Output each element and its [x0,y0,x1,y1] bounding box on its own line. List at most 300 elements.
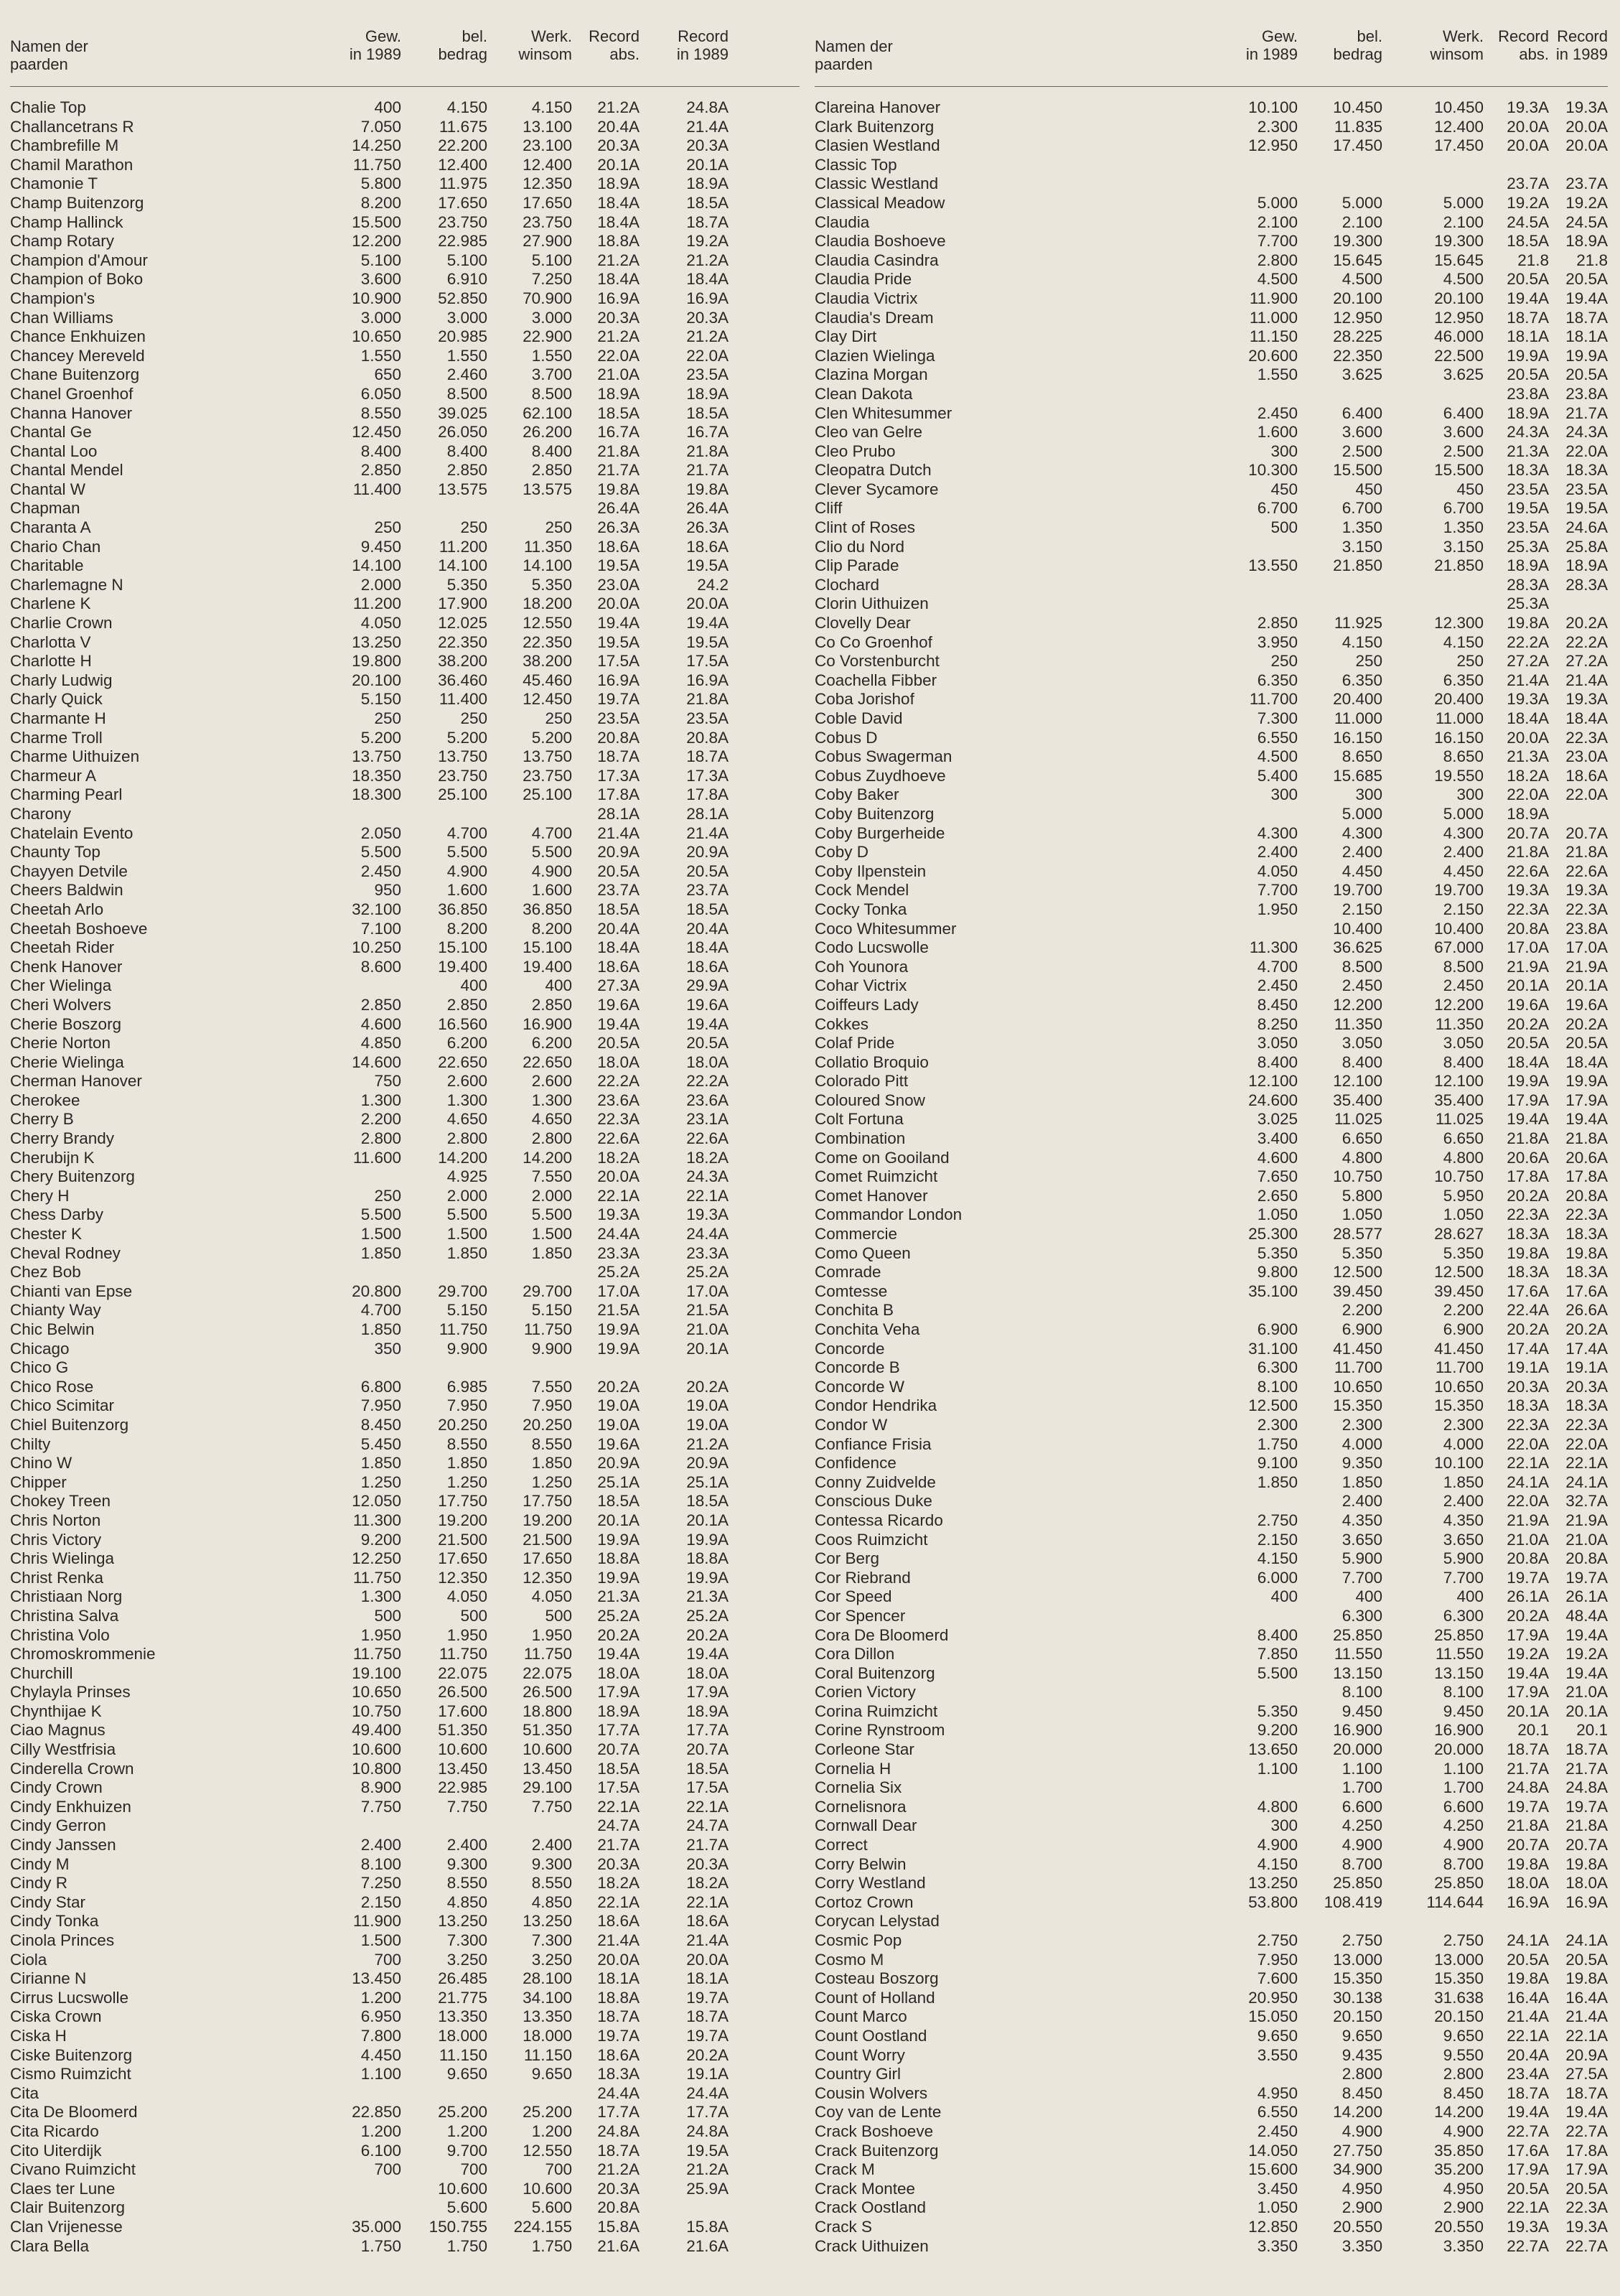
horse-name: Cito Uiterdijk [10,2141,102,2160]
wins-1989: 10.600 [352,1740,401,1759]
earnings: 1.950 [531,1625,572,1644]
table-row [815,2218,1608,2237]
wins-1989: 2.400 [360,1836,401,1854]
amount: 29.700 [438,1282,487,1300]
header-wins-1989: Gew. in 1989 [349,27,401,63]
record-1989: 20.9A [686,1454,729,1473]
horse-name: Cindy Tonka [10,1912,99,1931]
amount: 11.200 [439,537,487,556]
amount: 450 [1355,480,1382,498]
wins-1989: 1.200 [360,1988,401,2007]
record-abs: 20.4A [597,117,640,136]
left-column [10,27,800,2256]
horse-name: Cherry Brandy [10,1129,115,1148]
record-1989: 18.7A [686,2007,729,2026]
table-row [10,1951,800,1970]
record-abs: 18.0A [597,1663,640,1682]
horse-name: Clark Buitenzorg [815,117,935,136]
wins-1989: 11.200 [352,594,401,613]
table-row [10,1263,800,1282]
amount: 30.138 [1333,1988,1382,2007]
record-abs: 19.4A [597,1645,640,1663]
record-1989: 18.0A [686,1663,729,1682]
earnings: 2.000 [531,1186,572,1205]
amount: 51.350 [438,1721,487,1740]
record-abs: 21.4A [597,823,640,842]
record-1989: 16.9A [1565,1893,1608,1911]
earnings: 8.500 [531,384,572,403]
horse-name: Cheri Wolvers [10,995,111,1014]
horse-name: Colaf Pride [815,1034,895,1053]
wins-1989: 6.950 [360,2007,401,2026]
amount: 15.645 [1333,251,1382,269]
record-1989: 48.4A [1565,1606,1608,1625]
earnings: 1.700 [1443,1778,1484,1797]
record-abs: 19.3A [1507,2217,1549,2236]
record-abs: 19.3A [597,1205,640,1224]
record-1989: 21.2A [686,327,729,346]
record-1989: 21.2A [686,1434,729,1453]
amount: 9.350 [1342,1454,1382,1473]
record-1989: 23.1A [686,1110,729,1129]
record-1989: 21.9A [1565,957,1608,976]
horse-name: Christina Volo [10,1625,110,1644]
wins-1989: 400 [374,98,401,116]
horse-name: Chatelain Evento [10,823,134,842]
earnings: 8.550 [531,1874,572,1893]
wins-1989: 1.050 [1257,1205,1298,1224]
record-1989: 21.0A [1565,1530,1608,1549]
earnings: 1.850 [1443,1473,1484,1491]
earnings: 4.300 [1443,823,1484,842]
wins-1989: 31.100 [1248,1339,1298,1358]
wins-1989: 11.400 [352,480,401,498]
table-row [815,1244,1608,1264]
record-abs: 19.3A [1507,98,1549,116]
table-row [10,671,800,691]
record-1989: 27.5A [1565,2065,1608,2083]
table-row [10,1664,800,1684]
earnings: 7.700 [1443,1568,1484,1587]
amount: 22.985 [438,1778,487,1797]
record-1989: 24.4A [686,1225,729,1243]
record-abs: 20.2A [1507,1186,1549,1205]
wins-1989: 11.900 [1249,289,1298,307]
wins-1989: 49.400 [352,1721,401,1740]
table-row [815,920,1608,939]
table-row [10,900,800,920]
record-abs: 28.1A [597,804,640,823]
amount: 4.050 [446,1587,487,1606]
table-row [815,423,1608,442]
table-row [815,2198,1608,2218]
amount: 6.985 [446,1377,487,1396]
amount: 400 [1355,1587,1382,1606]
record-abs: 19.0A [597,1396,640,1415]
wins-1989: 4.150 [1257,1549,1298,1568]
record-1989: 21.4A [686,117,729,136]
amount: 11.700 [1334,1358,1382,1377]
amount: 2.400 [446,1836,487,1854]
table-row [815,1645,1608,1664]
wins-1989: 2.450 [1257,403,1298,422]
header-record-abs: Record abs. [589,27,640,63]
table-row [10,1167,800,1187]
amount: 35.400 [1333,1091,1382,1109]
horse-name: Clio du Nord [815,537,905,556]
wins-1989: 22.850 [352,2103,401,2122]
amount: 7.750 [446,1797,487,1816]
record-abs: 21.0A [1507,1530,1549,1549]
horse-name: Challancetrans R [10,117,134,136]
record-abs: 19.9A [597,1530,640,1549]
table-row [10,920,800,939]
record-1989: 21.8A [686,442,729,460]
record-1989: 16.9A [686,671,729,689]
record-1989: 22.2A [686,1072,729,1091]
horse-name: Clasien Westland [815,136,940,155]
amount: 5.150 [446,1301,487,1320]
horse-name: Cobus Zuydhoeve [815,766,946,785]
record-1989: 25.9A [686,2179,729,2198]
horse-name: Chambrefille M [10,136,119,155]
record-abs: 21.2A [597,251,640,269]
table-row [10,2046,800,2066]
amount: 5.000 [1342,804,1382,823]
record-abs: 20.0A [1507,117,1549,136]
record-abs: 20.7A [1507,1836,1549,1854]
record-abs: 21.7A [597,1836,640,1854]
earnings: 11.350 [1435,1014,1484,1033]
amount: 11.925 [1334,614,1382,633]
earnings: 10.600 [523,1740,572,1759]
table-row [10,194,800,213]
record-abs: 16.9A [597,671,640,689]
record-abs: 28.3A [1507,575,1549,594]
earnings: 26.500 [523,1683,572,1702]
amount: 11.750 [439,1320,487,1338]
amount: 150.755 [429,2217,487,2236]
record-1989: 21.4A [686,823,729,842]
amount: 2.300 [1342,1415,1382,1434]
table-row [10,2198,800,2218]
table-row [10,404,800,424]
table-row [10,785,800,805]
record-abs: 21.7A [1507,1759,1549,1778]
record-abs: 22.6A [1507,862,1549,880]
table-row [815,1358,1608,1378]
table-row [10,518,800,538]
record-abs: 18.7A [597,2007,640,2026]
header-record-1989: Record in 1989 [676,27,729,63]
amount: 9.650 [446,2065,487,2083]
table-row [10,309,800,328]
table-row [815,2103,1608,2122]
earnings: 8.450 [1443,2083,1484,2102]
record-abs: 19.7A [1507,1797,1549,1816]
table-row [10,1798,800,1817]
record-1989: 24.1A [1565,1473,1608,1491]
wins-1989: 250 [374,1186,401,1205]
earnings: 12.200 [1434,995,1484,1014]
table-row [10,1816,800,1836]
horse-name: Christ Renka [10,1568,104,1587]
earnings: 4.900 [1443,1836,1484,1854]
earnings: 6.400 [1443,403,1484,422]
horse-name: Cleopatra Dutch [815,461,932,480]
amount: 8.500 [446,384,487,403]
wins-1989: 12.200 [352,232,401,251]
horse-name: Coby D [815,843,869,862]
horse-name: Cindy Janssen [10,1836,116,1854]
amount: 19.700 [1333,881,1382,900]
record-abs: 19.6A [597,995,640,1014]
earnings: 12.550 [523,2141,572,2160]
amount: 8.500 [1342,957,1382,976]
earnings: 6.700 [1443,499,1484,518]
horse-name: Commercie [815,1225,898,1243]
amount: 11.025 [1334,1110,1382,1129]
record-1989: 18.3A [1565,461,1608,480]
horse-name: Cousin Wolvers [815,2083,928,2102]
table-row [10,1034,800,1053]
table-row [10,709,800,729]
amount: 2.850 [446,995,487,1014]
earnings: 2.850 [531,995,572,1014]
amount: 700 [460,2160,487,2179]
earnings: 5.150 [531,1301,572,1320]
record-1989: 23.7A [686,881,729,900]
earnings: 19.700 [1434,881,1484,900]
record-abs: 22.1A [1507,1454,1549,1473]
table-row [815,1740,1608,1760]
wins-1989: 2.200 [360,1110,401,1129]
record-abs: 17.0A [1507,938,1549,957]
record-1989: 23.3A [686,1243,729,1262]
table-row [10,824,800,844]
table-row [815,1473,1608,1493]
record-abs: 21.4A [1507,671,1549,689]
amount: 1.850 [446,1454,487,1473]
earnings: 4.350 [1443,1511,1484,1529]
record-abs: 19.9A [1507,346,1549,365]
record-abs: 21.5A [597,1301,640,1320]
table-row [815,213,1608,233]
earnings: 11.550 [1435,1645,1484,1663]
wins-1989: 500 [1270,518,1298,537]
earnings: 15.500 [1434,461,1484,480]
wins-1989: 35.000 [352,2217,401,2236]
wins-1989: 4.150 [1257,1854,1298,1873]
header-horse-names: Namen der paarden [10,37,88,73]
earnings: 8.550 [531,1434,572,1453]
wins-1989: 5.000 [1257,193,1298,212]
wins-1989: 6.350 [1257,671,1298,689]
amount: 11.835 [1334,117,1382,136]
wins-1989: 1.850 [360,1320,401,1338]
table-row [815,1205,1608,1225]
horse-name: Classical Meadow [815,193,945,212]
record-1989: 19.3A [1565,690,1608,709]
earnings: 3.250 [531,1950,572,1969]
horse-name: Claudia [815,213,870,231]
record-abs: 21.3A [597,1587,640,1606]
record-1989: 18.6A [1565,766,1608,785]
record-abs: 24.3A [1507,423,1549,442]
horse-name: Coloured Snow [815,1091,925,1109]
record-1989: 18.6A [686,957,729,976]
record-1989: 22.7A [1565,2236,1608,2255]
record-1989: 16.4A [1565,1988,1608,2007]
horse-name: Chromoskrommenie [10,1645,156,1663]
earnings: 12.100 [1434,1072,1484,1091]
earnings: 21.500 [523,1530,572,1549]
record-abs: 22.0A [1507,1492,1549,1511]
table-row [10,347,800,366]
horse-name: Claudia's Dream [815,308,934,327]
horse-name: Clovelly Dear [815,614,911,633]
wins-1989: 5.800 [360,174,401,193]
earnings: 10.750 [1434,1167,1484,1186]
amount: 39.450 [1333,1282,1382,1300]
record-1989: 18.6A [686,1912,729,1931]
wins-1989: 32.100 [352,900,401,918]
amount: 6.600 [1342,1797,1382,1816]
record-1989: 20.7A [686,1740,729,1759]
record-abs: 19.6A [597,1434,640,1453]
table-row [10,1836,800,1855]
record-1989: 20.2A [1565,614,1608,633]
amount: 22.350 [438,633,487,651]
table-row [10,862,800,882]
wins-1989: 2.450 [1257,2122,1298,2140]
amount: 11.400 [439,690,487,709]
horse-name: Conscious Duke [815,1492,932,1511]
record-1989: 19.8A [686,480,729,498]
earnings: 1.050 [1443,1205,1484,1224]
earnings: 27.900 [523,232,572,251]
earnings: 13.250 [523,1912,572,1931]
amount: 9.650 [1342,2026,1382,2045]
amount: 36.625 [1333,938,1382,957]
wins-1989: 1.500 [360,1931,401,1949]
table-row [10,556,800,576]
record-1989: 20.2A [1565,1014,1608,1033]
earnings: 13.150 [1434,1663,1484,1682]
earnings: 13.000 [1434,1950,1484,1969]
earnings: 2.100 [1443,213,1484,231]
wins-1989: 24.600 [1248,1091,1298,1109]
record-abs: 20.2A [1507,1320,1549,1338]
wins-1989: 14.100 [352,556,401,575]
horse-name: Crack Buitenzorg [815,2141,939,2160]
record-1989: 22.6A [1565,862,1608,880]
amount: 6.700 [1342,499,1382,518]
record-1989: 23.0A [1565,747,1608,766]
table-row [10,1225,800,1244]
amount: 11.150 [439,2045,487,2064]
wins-1989: 5.150 [360,690,401,709]
horse-name: Chan Williams [10,308,113,327]
earnings: 4.800 [1443,1148,1484,1167]
wins-1989: 1.300 [360,1091,401,1109]
horse-name: Colt Fortuna [815,1110,904,1129]
table-row [10,1396,800,1416]
record-abs: 18.4A [597,270,640,289]
horse-name: Coco Whitesummer [815,919,957,938]
horse-name: Ciska H [10,2026,67,2045]
record-1989: 22.0A [1565,1434,1608,1453]
record-1989: 21.8A [1565,1129,1608,1148]
record-abs: 17.3A [597,766,640,785]
earnings: 26.200 [523,423,572,442]
record-abs: 19.4A [597,1014,640,1033]
record-abs: 21.6A [597,2236,640,2255]
record-1989: 20.5A [1565,1034,1608,1053]
earnings: 45.460 [523,671,572,689]
record-abs: 18.5A [597,403,640,422]
record-abs: 23.7A [1507,174,1549,193]
earnings: 4.950 [1443,2179,1484,2198]
horse-name: Claudia Victrix [815,289,918,307]
table-row [815,2027,1608,2046]
record-abs: 19.4A [1507,289,1549,307]
amount: 3.350 [1342,2236,1382,2255]
horse-name: Corina Ruimzicht [815,1702,938,1720]
table-row [815,843,1608,862]
amount: 36.460 [438,671,487,689]
amount: 5.350 [446,575,487,594]
amount: 12.500 [1333,1263,1382,1282]
table-row [10,767,800,786]
wins-1989: 6.700 [1257,499,1298,518]
record-abs: 17.7A [597,1721,640,1740]
wins-1989: 3.950 [1257,633,1298,651]
earnings: 1.850 [531,1243,572,1262]
horse-name: Count Marco [815,2007,907,2026]
wins-1989: 11.700 [1249,690,1298,709]
table-row [10,1855,800,1875]
record-1989: 20.0A [1565,136,1608,155]
record-1989: 19.5A [686,633,729,651]
record-abs: 21.8A [1507,843,1549,862]
wins-1989: 1.600 [1257,423,1298,442]
record-1989: 20.8A [686,728,729,747]
amount: 17.750 [438,1492,487,1511]
table-row [10,385,800,404]
amount: 20.550 [1333,2217,1382,2236]
horse-name: Coh Younora [815,957,909,976]
record-abs: 23.4A [1507,2065,1549,2083]
amount: 16.560 [438,1014,487,1033]
table-row [10,1893,800,1913]
earnings: 22.500 [1434,346,1484,365]
horse-name: Cohar Victrix [815,976,907,995]
horse-name: Cismo Ruimzicht [10,2065,131,2083]
record-abs: 17.9A [597,1683,640,1702]
amount: 5.800 [1342,1186,1382,1205]
record-abs: 21.7A [597,461,640,480]
record-abs: 18.3A [1507,1396,1549,1415]
horse-name: Chalie Top [10,98,86,116]
table-row [10,1015,800,1035]
wins-1989: 1.100 [360,2065,401,2083]
earnings: 11.025 [1435,1110,1484,1129]
record-abs: 22.2A [597,1072,640,1091]
record-abs: 16.9A [597,289,640,307]
horse-name: Chario Chan [10,537,101,556]
earnings: 11.750 [523,1320,572,1338]
